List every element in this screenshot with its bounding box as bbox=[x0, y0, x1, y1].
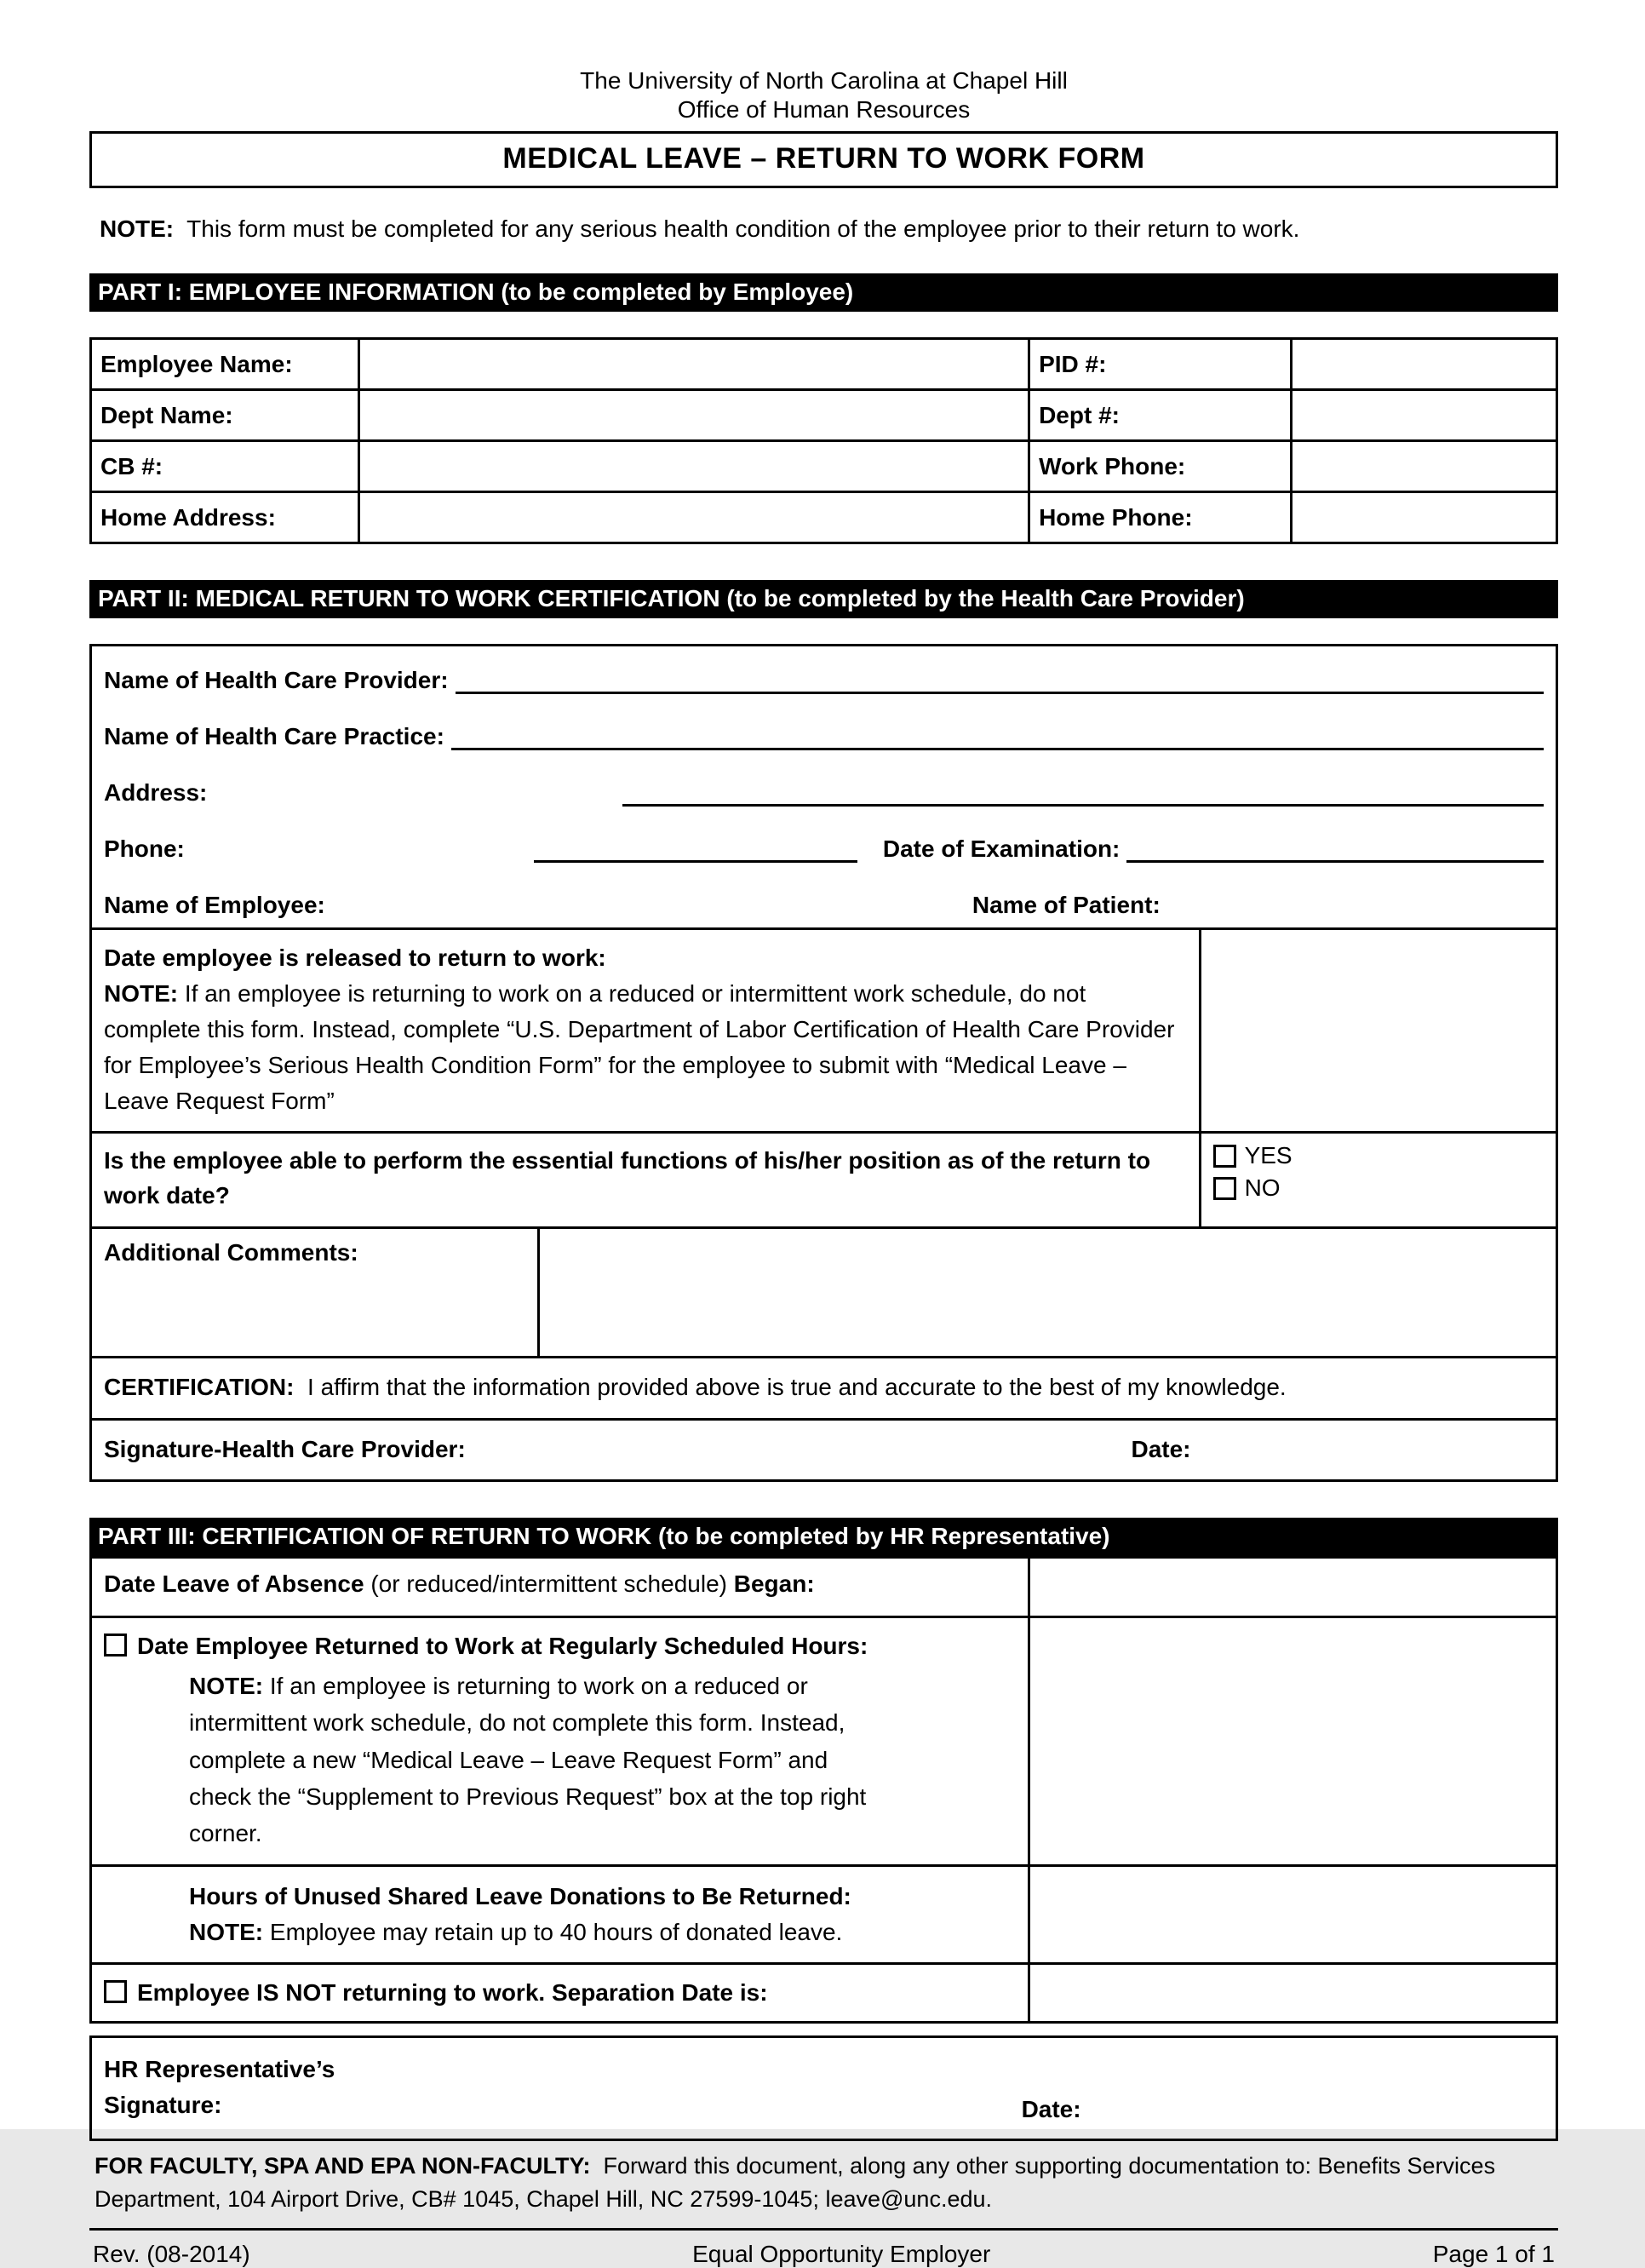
phone-label: Phone: bbox=[104, 835, 185, 863]
returned-to-work-cell bbox=[91, 1617, 1029, 1866]
no-label: NO bbox=[1244, 1174, 1281, 1201]
unused-donations-note-text: Employee may retain up to 40 hours of donated leave. bbox=[263, 1918, 843, 1945]
part3-header-bar: PART III: CERTIFICATION OF RETURN TO WORK (to be completed by HR Representative) bbox=[89, 1518, 1558, 1556]
table-row bbox=[91, 441, 1557, 492]
table-row bbox=[91, 492, 1557, 543]
address-input-line[interactable] bbox=[622, 776, 1544, 807]
address-label: Address: bbox=[104, 779, 208, 807]
home-phone-field[interactable] bbox=[1292, 492, 1557, 543]
dept-name-label: Dept Name: bbox=[91, 390, 359, 441]
leave-began-cell bbox=[91, 1558, 1029, 1617]
returned-to-work-checkbox[interactable] bbox=[104, 1634, 127, 1657]
returned-to-work-note bbox=[189, 1668, 874, 1852]
additional-comments-field[interactable] bbox=[540, 1229, 1556, 1356]
pid-label: PID #: bbox=[1029, 339, 1292, 390]
table-row bbox=[91, 390, 1557, 441]
employee-name-label: Employee Name: bbox=[91, 339, 359, 390]
home-address-field[interactable] bbox=[359, 492, 1029, 543]
footer-divider bbox=[89, 2228, 1558, 2231]
leave-began-bold2: Began: bbox=[733, 1570, 815, 1597]
hr-signature-line2: Signature: bbox=[104, 2091, 222, 2118]
part1-table bbox=[89, 337, 1558, 544]
returned-to-work-field[interactable] bbox=[1029, 1617, 1557, 1866]
unused-donations-note-label: NOTE: bbox=[189, 1918, 264, 1945]
release-date-row bbox=[92, 927, 1556, 1131]
revision-label: Rev. (08-2014) bbox=[93, 2240, 250, 2267]
dept-number-label: Dept #: bbox=[1029, 390, 1292, 441]
table-row bbox=[91, 1963, 1557, 2022]
table-row bbox=[91, 1865, 1557, 1963]
table-row bbox=[91, 339, 1557, 390]
forwarding-text: Forward this document, along any other supporting documentation to: Benefits Services Department, 104 Airport Drive, CB# 1045, Chapel Hill, NC 27599-1045; leave@unc.edu. bbox=[95, 2152, 1502, 2212]
dept-number-field[interactable] bbox=[1292, 390, 1557, 441]
release-note-text: If an employee is returning to work on a reduced or intermittent work schedule, do not complete this form. Instead, complete “U.S. Department of Labor Certification of Health Care Provider for Employee’s Serious Health Condition Form” for the employee to submit with “Medical Leave – Leave Request Form” bbox=[104, 980, 1182, 1114]
part1-header-bar: PART I: EMPLOYEE INFORMATION (to be completed by Employee) bbox=[89, 273, 1558, 312]
provider-signature-label: Signature-Health Care Provider: bbox=[104, 1436, 466, 1462]
yes-option bbox=[1213, 1142, 1556, 1169]
form-note-label: NOTE: bbox=[100, 215, 175, 242]
form-title-box bbox=[89, 131, 1558, 188]
release-date-field[interactable] bbox=[1199, 930, 1556, 1131]
provider-date-label: Date: bbox=[1131, 1436, 1191, 1462]
certification-label: CERTIFICATION: bbox=[104, 1374, 295, 1400]
not-returning-option bbox=[104, 1977, 1016, 2009]
patient-name-label: Name of Patient: bbox=[972, 892, 1161, 919]
unused-donations-cell bbox=[91, 1865, 1029, 1963]
phone-exam-row bbox=[92, 815, 1556, 871]
returned-to-work-label: Date Employee Returned to Work at Regularly Scheduled Hours: bbox=[137, 1633, 868, 1659]
hr-date-label: Date: bbox=[1021, 2095, 1081, 2122]
essential-functions-answer bbox=[1199, 1134, 1556, 1226]
practice-name-row bbox=[92, 703, 1556, 759]
table-row bbox=[91, 1558, 1557, 1617]
org-name-line: The University of North Carolina at Chapel Hill bbox=[580, 67, 1068, 94]
not-returning-cell bbox=[91, 1963, 1029, 2022]
release-date-label: Date employee is released to return to work: bbox=[104, 945, 606, 971]
hr-signature-box bbox=[89, 2035, 1558, 2141]
employee-patient-row bbox=[92, 871, 1556, 927]
no-option bbox=[1213, 1174, 1556, 1202]
yes-label: YES bbox=[1244, 1142, 1292, 1168]
returned-note-text: If an employee is returning to work on a reduced or intermittent work schedule, do not complete this form. Instead, complete a new “Medical Leave – Leave Request Form” and check the “Supplement to Previous Request” box at the top right corner. bbox=[189, 1672, 874, 1847]
returned-note-label: NOTE: bbox=[189, 1672, 264, 1699]
certification-row bbox=[92, 1356, 1556, 1418]
provider-name-label: Name of Health Care Provider: bbox=[104, 667, 449, 694]
hr-signature-line1: HR Representative’s bbox=[104, 2055, 335, 2082]
home-address-label: Home Address: bbox=[91, 492, 359, 543]
exam-date-label: Date of Examination: bbox=[882, 835, 1121, 863]
provider-name-row bbox=[92, 646, 1556, 703]
no-checkbox[interactable] bbox=[1213, 1177, 1236, 1200]
release-note bbox=[104, 976, 1185, 1119]
leave-began-field[interactable] bbox=[1029, 1558, 1557, 1617]
unused-donations-text bbox=[189, 1879, 1016, 1950]
unused-donations-note bbox=[189, 1915, 1016, 1950]
employee-name2-label: Name of Employee: bbox=[104, 892, 325, 919]
separation-date-field[interactable] bbox=[1029, 1963, 1557, 2022]
yes-checkbox[interactable] bbox=[1213, 1145, 1236, 1168]
form-title: MEDICAL LEAVE – RETURN TO WORK FORM bbox=[502, 142, 1145, 175]
work-phone-label: Work Phone: bbox=[1029, 441, 1292, 492]
exam-date-input-line[interactable] bbox=[1126, 832, 1544, 863]
part2-box bbox=[89, 644, 1558, 1482]
provider-name-input-line[interactable] bbox=[456, 663, 1544, 694]
cb-number-field[interactable] bbox=[359, 441, 1029, 492]
forwarding-label: FOR FACULTY, SPA AND EPA NON-FACULTY: bbox=[95, 2152, 591, 2179]
release-note-label: NOTE: bbox=[104, 980, 179, 1007]
cb-number-label: CB #: bbox=[91, 441, 359, 492]
unused-donations-field[interactable] bbox=[1029, 1865, 1557, 1963]
leave-began-bold1: Date Leave of Absence bbox=[104, 1570, 371, 1597]
additional-comments-label: Additional Comments: bbox=[92, 1229, 540, 1356]
work-phone-field[interactable] bbox=[1292, 441, 1557, 492]
dept-name-field[interactable] bbox=[359, 390, 1029, 441]
part3-table bbox=[89, 1556, 1558, 2024]
org-dept-line: Office of Human Resources bbox=[677, 96, 971, 123]
pid-field[interactable] bbox=[1292, 339, 1557, 390]
page-number: Page 1 of 1 bbox=[1432, 2240, 1555, 2267]
footer-row bbox=[89, 2241, 1558, 2268]
table-row bbox=[91, 1617, 1557, 1866]
essential-functions-row bbox=[92, 1131, 1556, 1226]
phone-input-line[interactable] bbox=[534, 832, 857, 863]
form-note bbox=[89, 215, 1558, 243]
part2-header-bar: PART II: MEDICAL RETURN TO WORK CERTIFICATION (to be completed by the Health Care Provider) bbox=[89, 580, 1558, 618]
certification-text: I affirm that the information provided above is true and accurate to the best of my knowledge. bbox=[294, 1374, 1287, 1400]
practice-name-input-line[interactable] bbox=[451, 720, 1544, 750]
leave-began-normal: (or reduced/intermittent schedule) bbox=[370, 1570, 734, 1597]
practice-name-label: Name of Health Care Practice: bbox=[104, 723, 444, 750]
home-phone-label: Home Phone: bbox=[1029, 492, 1292, 543]
form-note-text: This form must be completed for any serious health condition of the employee prior to their return to work. bbox=[174, 215, 1300, 242]
eoe-label: Equal Opportunity Employer bbox=[692, 2240, 991, 2267]
address-row bbox=[92, 759, 1556, 815]
employee-name-field[interactable] bbox=[359, 339, 1029, 390]
additional-comments-row bbox=[92, 1226, 1556, 1356]
not-returning-checkbox[interactable] bbox=[104, 1980, 127, 2003]
provider-signature-row bbox=[92, 1418, 1556, 1479]
not-returning-label: Employee IS NOT returning to work. Separation Date is: bbox=[137, 1978, 768, 2006]
unused-donations-label: Hours of Unused Shared Leave Donations to Be Returned: bbox=[189, 1882, 851, 1909]
release-date-text bbox=[92, 930, 1199, 1131]
forwarding-instructions bbox=[89, 2150, 1558, 2216]
returned-to-work-option bbox=[104, 1630, 1016, 1662]
essential-functions-question: Is the employee able to perform the essential functions of his/her position as of the return to work date? bbox=[104, 1147, 1151, 1209]
